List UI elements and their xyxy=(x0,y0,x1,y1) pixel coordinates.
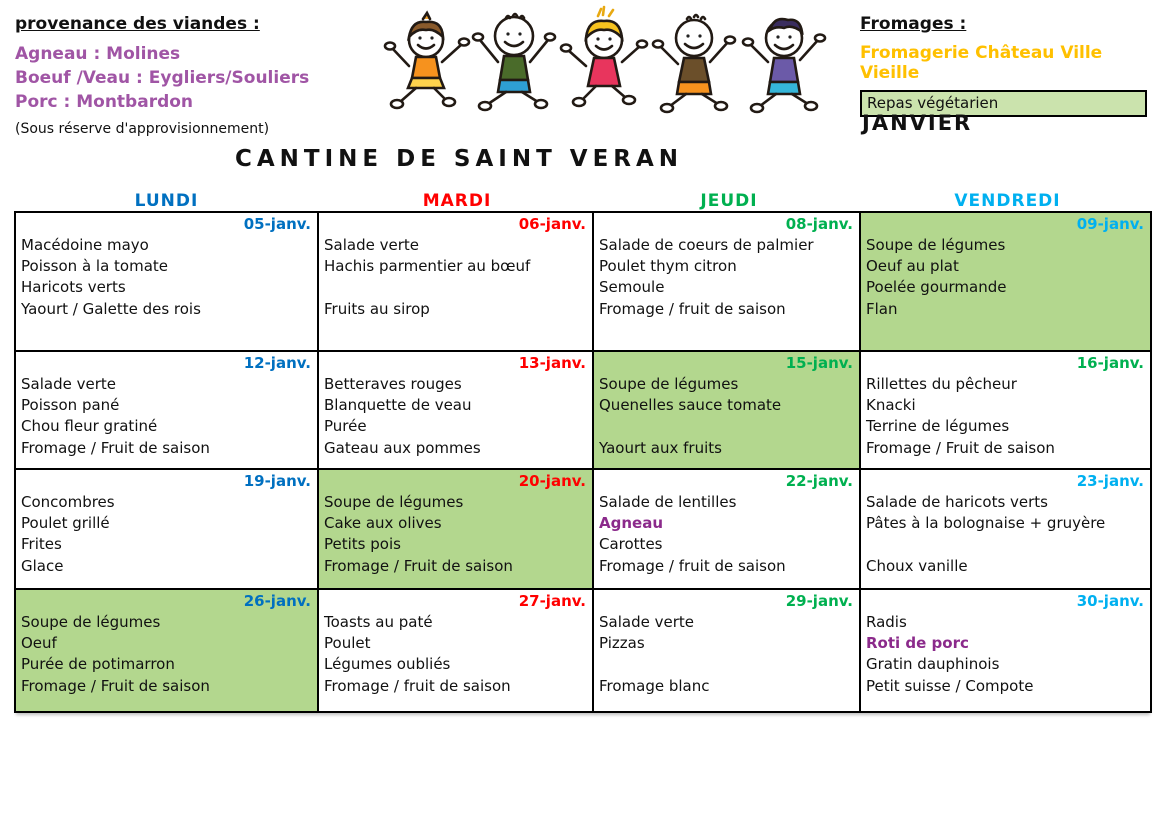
menu-cell-08-janv xyxy=(594,213,861,352)
menu-item: Légumes oubliés xyxy=(324,655,451,674)
cell-date: 29-janv. xyxy=(785,592,853,610)
menu-item: Glace xyxy=(21,556,64,575)
menu-item: Frites xyxy=(21,535,62,554)
menu-item xyxy=(866,534,1144,555)
menu-cell-05-janv xyxy=(16,213,319,352)
clipart-kid-2 xyxy=(473,14,555,110)
menu-item: Toasts au paté xyxy=(324,613,433,631)
fromages-title: Fromages : xyxy=(860,14,967,34)
month-label: JANVIER xyxy=(862,111,973,135)
menu-cell-27-janv xyxy=(319,590,594,711)
menu-item: Chou fleur gratiné xyxy=(21,417,158,436)
menu-item: Concombres xyxy=(21,493,115,511)
day-header-row xyxy=(14,191,1152,211)
menu-cell-20-janv xyxy=(319,470,594,590)
menu-item: Gateau aux pommes xyxy=(324,438,481,457)
menu-item: Petit suisse / Compote xyxy=(866,676,1034,695)
provenance-line-agneau: Agneau : Molines xyxy=(15,44,181,64)
cell-date: 20-janv. xyxy=(518,472,586,490)
menu-table xyxy=(14,211,1152,713)
menu-item: Yaourt / Galette des rois xyxy=(21,299,201,318)
menu-item: Salade verte xyxy=(21,375,116,393)
menu-item: Rillettes du pêcheur xyxy=(866,375,1017,393)
cell-date: 13-janv. xyxy=(518,354,586,372)
menu-item: Purée de potimarron xyxy=(21,655,175,674)
cell-date: 30-janv. xyxy=(1076,592,1144,610)
fromagerie-name: Fromagerie Château Ville Vieille xyxy=(860,43,1103,83)
menu-item: Petits pois xyxy=(324,535,401,554)
menu-item: Hachis parmentier au bœuf xyxy=(324,257,531,276)
menu-item: Salade de lentilles xyxy=(599,493,737,511)
children-clipart-svg xyxy=(382,4,827,116)
menu-cell-23-janv xyxy=(861,470,1150,590)
page-title: CANTINE DE SAINT VERAN xyxy=(234,146,684,172)
cell-date: 06-janv. xyxy=(518,215,586,233)
menu-item: Fruits au sirop xyxy=(324,299,430,318)
menu-cell-06-janv xyxy=(319,213,594,352)
menu-item: Fromage / fruit de saison xyxy=(599,299,786,318)
menu-item: Yaourt aux fruits xyxy=(599,438,722,457)
menu-item: Pâtes à la bolognaise + gruyère xyxy=(866,514,1106,533)
menu-cell-30-janv xyxy=(861,590,1150,711)
clipart-kid-4 xyxy=(653,15,735,112)
clipart-kid-1 xyxy=(385,13,469,108)
menu-cell-13-janv xyxy=(319,352,594,470)
menu-item: Poulet grillé xyxy=(21,514,110,533)
menu-item: Pizzas xyxy=(599,634,645,653)
clipart-kid-5 xyxy=(743,19,825,112)
menu-cell-12-janv xyxy=(16,352,319,470)
menu-item xyxy=(324,277,586,298)
menu-item: Radis xyxy=(866,613,907,631)
menu-item: Soupe de légumes xyxy=(21,613,161,631)
provenance-note: (Sous réserve d'approvisionnement) xyxy=(15,121,270,137)
cell-date: 19-janv. xyxy=(243,472,311,490)
cell-date: 15-janv. xyxy=(785,354,853,372)
menu-item: Gratin dauphinois xyxy=(866,655,1000,674)
day-header-mardi: MARDI xyxy=(422,191,492,211)
menu-item: Salade de coeurs de palmier xyxy=(599,236,814,254)
cell-date: 12-janv. xyxy=(243,354,311,372)
menu-item: Poulet thym citron xyxy=(599,257,737,276)
menu-item: Quenelles sauce tomate xyxy=(599,396,782,415)
menu-item: Salade verte xyxy=(324,236,419,254)
menu-item: Fromage / fruit de saison xyxy=(599,556,786,575)
cell-date: 22-janv. xyxy=(785,472,853,490)
menu-item xyxy=(599,654,853,675)
provenance-line-boeuf-veau: Boeuf /Veau : Eygliers/Souliers xyxy=(15,68,310,88)
cell-date: 05-janv. xyxy=(243,215,311,233)
menu-item: Fromage / fruit de saison xyxy=(324,676,511,695)
menu-item: Haricots verts xyxy=(21,278,126,297)
menu-item: Cake aux olives xyxy=(324,514,442,533)
provenance-title: provenance des viandes : xyxy=(15,14,260,34)
cell-date: 26-janv. xyxy=(243,592,311,610)
provenance-block xyxy=(15,14,385,137)
fromages-block xyxy=(860,14,1152,117)
provenance-line-porc: Porc : Montbardon xyxy=(15,92,194,112)
cell-date: 08-janv. xyxy=(785,215,853,233)
menu-item: Oeuf xyxy=(21,634,57,653)
menu-item: Salade verte xyxy=(599,613,694,631)
menu-item: Knacki xyxy=(866,396,916,415)
vegetarian-legend: Repas végétarien xyxy=(860,90,1147,117)
menu-item: Blanquette de veau xyxy=(324,396,472,415)
menu-item: Fromage / Fruit de saison xyxy=(21,676,210,695)
menu-item xyxy=(599,416,853,437)
menu-cell-26-janv xyxy=(16,590,319,711)
menu-item: Choux vanille xyxy=(866,556,968,575)
day-header-vendredi: VENDREDI xyxy=(954,191,1061,211)
day-header-lundi: LUNDI xyxy=(134,191,199,211)
menu-cell-15-janv xyxy=(594,352,861,470)
menu-item: Oeuf au plat xyxy=(866,257,959,276)
menu-item: Fromage / Fruit de saison xyxy=(866,438,1055,457)
clipart-kid-3 xyxy=(561,7,647,106)
cell-date: 16-janv. xyxy=(1076,354,1144,372)
provenance-lines xyxy=(15,42,385,114)
menu-item: Betteraves rouges xyxy=(324,375,462,393)
menu-item: Poulet xyxy=(324,634,371,653)
day-header-jeudi: JEUDI xyxy=(700,191,758,211)
menu-item: Carottes xyxy=(599,535,663,554)
menu-item: Agneau xyxy=(599,514,663,533)
menu-item: Salade de haricots verts xyxy=(866,493,1048,511)
menu-item: Flan xyxy=(866,299,898,318)
menu-cell-16-janv xyxy=(861,352,1150,470)
children-clipart xyxy=(382,4,827,116)
menu-item: Soupe de légumes xyxy=(324,493,464,511)
menu-item: Purée xyxy=(324,417,367,436)
menu-item: Roti de porc xyxy=(866,634,969,653)
cell-date: 09-janv. xyxy=(1076,215,1144,233)
menu-item: Semoule xyxy=(599,278,665,297)
menu-item: Soupe de légumes xyxy=(866,236,1006,254)
menu-item: Terrine de légumes xyxy=(866,417,1010,436)
menu-item: Fromage / Fruit de saison xyxy=(21,438,210,457)
cell-date: 27-janv. xyxy=(518,592,586,610)
cell-date: 23-janv. xyxy=(1076,472,1144,490)
menu-item: Macédoine mayo xyxy=(21,236,149,254)
menu-item: Fromage / Fruit de saison xyxy=(324,556,513,575)
menu-cell-22-janv xyxy=(594,470,861,590)
menu-item: Soupe de légumes xyxy=(599,375,739,393)
menu-cell-19-janv xyxy=(16,470,319,590)
menu-item: Fromage blanc xyxy=(599,676,710,695)
menu-item: Poisson pané xyxy=(21,396,120,415)
menu-item: Poelée gourmande xyxy=(866,278,1007,297)
menu-cell-29-janv xyxy=(594,590,861,711)
menu-cell-09-janv xyxy=(861,213,1150,352)
menu-item: Poisson à la tomate xyxy=(21,257,168,276)
